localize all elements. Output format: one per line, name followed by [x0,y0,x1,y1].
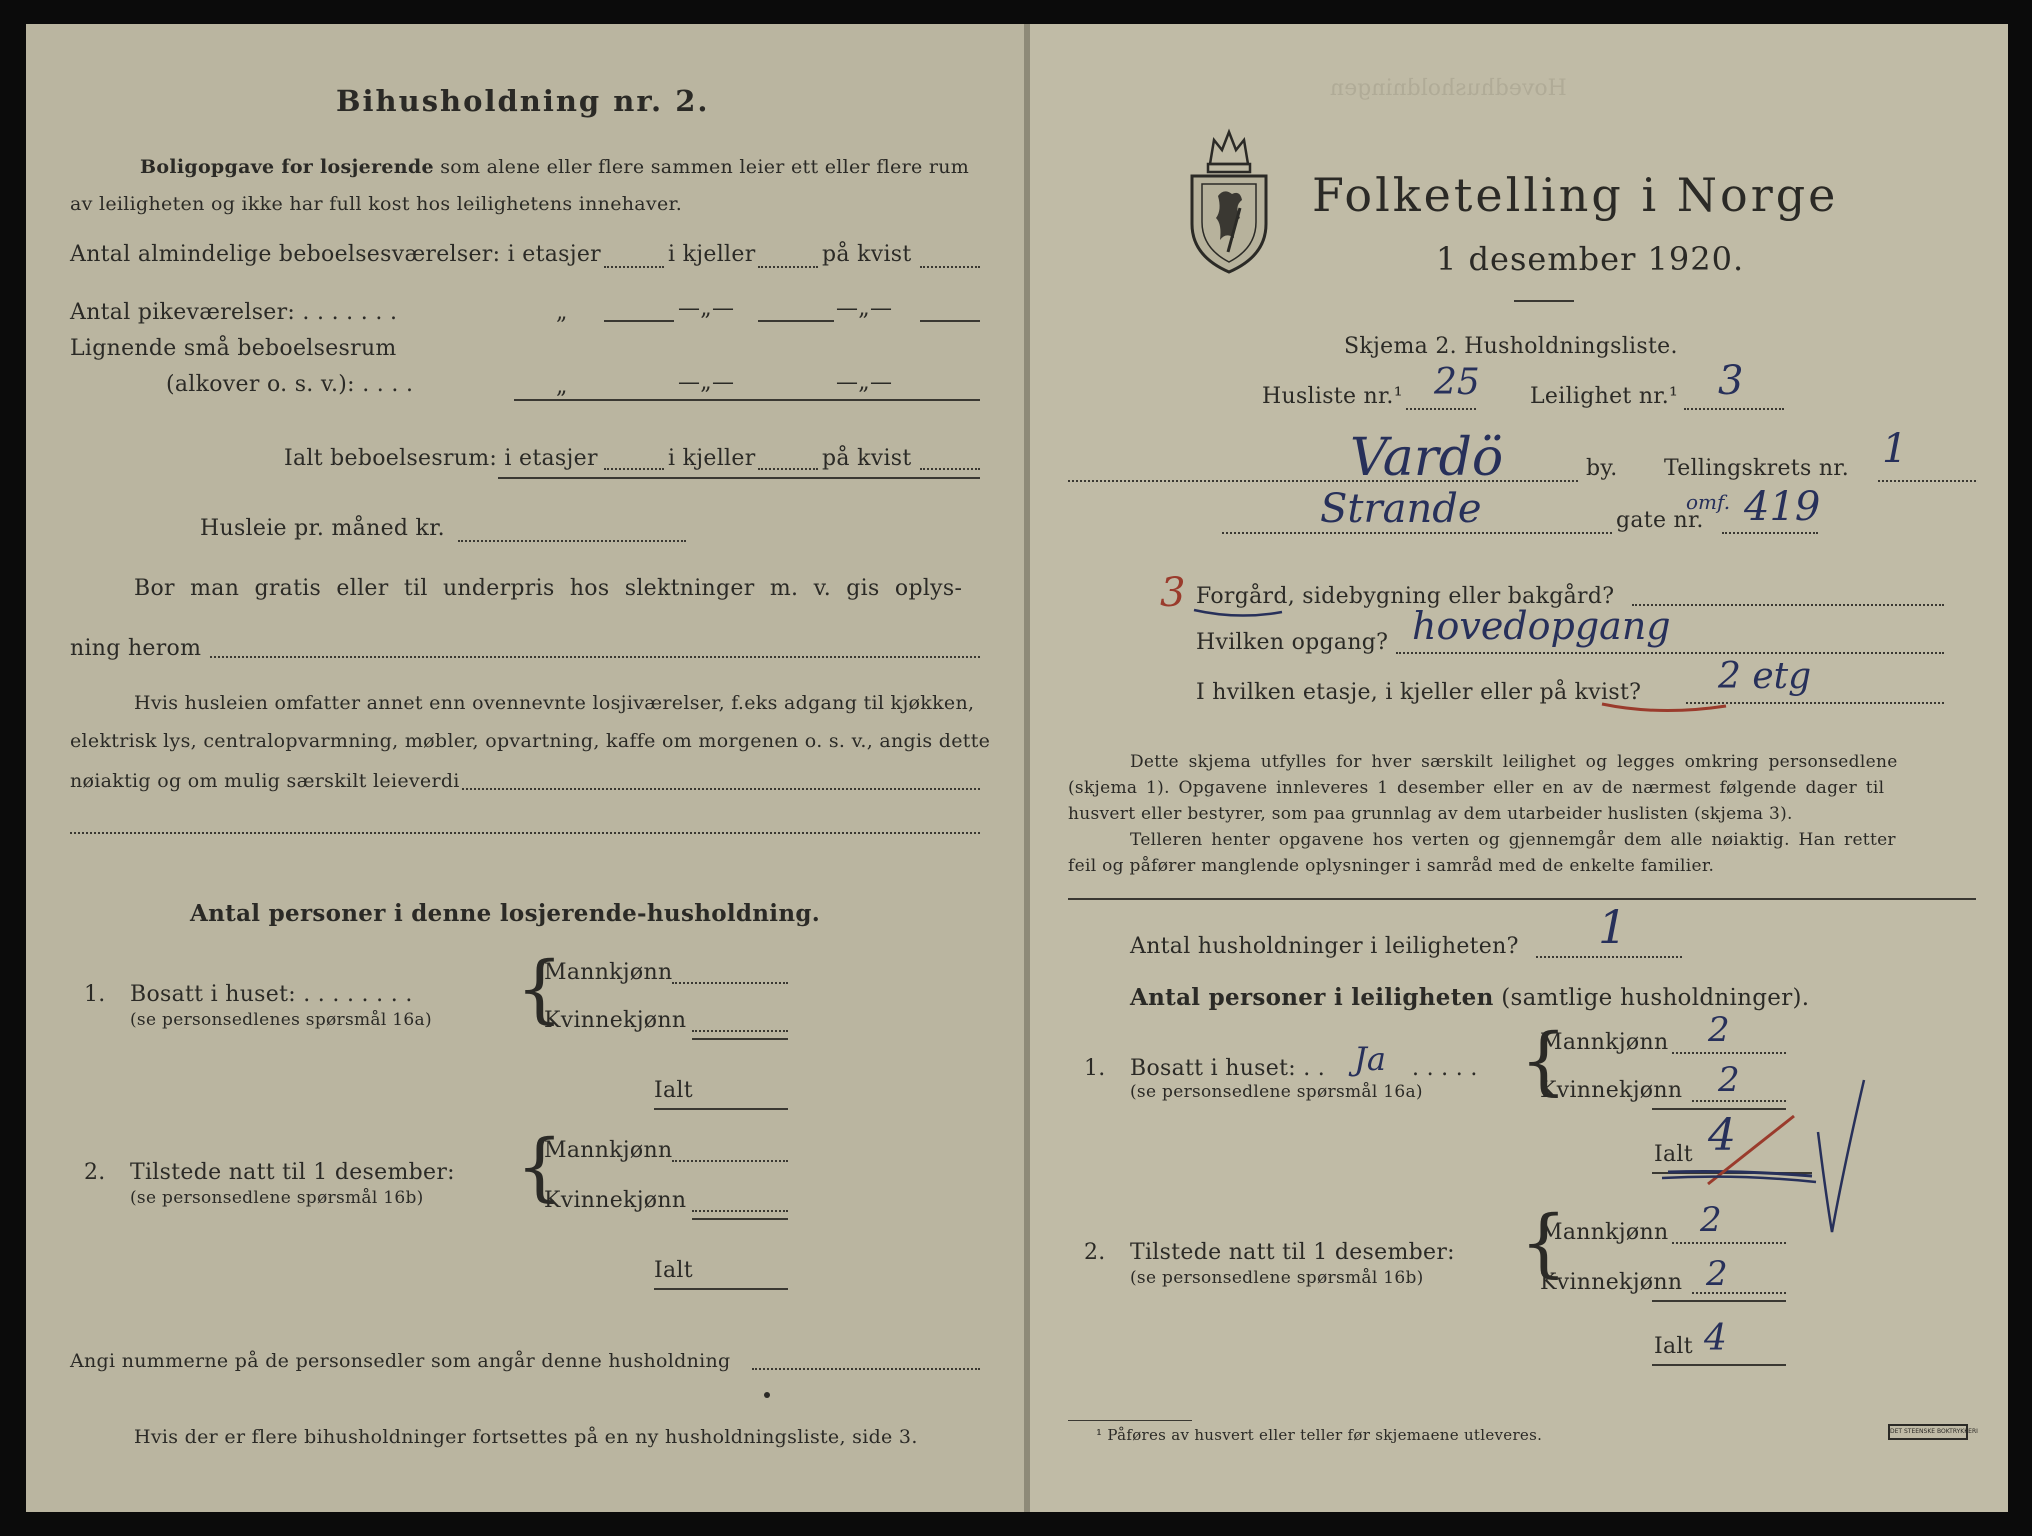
right-b1-kvinne-label: Kvinnekjønn [1540,1078,1683,1103]
pike-label: Antal pikeværelser: . . . . . . . [70,300,398,325]
intro-rest: som alene eller flere sammen leier ett eller flere rum [440,156,970,178]
rooms-kvist-field[interactable] [920,266,980,268]
left-b1-ialt-field[interactable] [654,1108,788,1110]
ialt-kjeller-label: i kjeller [668,446,756,471]
forgard-underline-mark [1192,606,1284,620]
opgang-label: Hvilken opgang? [1196,630,1389,655]
census-date: 1 desember 1920. [1436,240,1745,278]
rent-field[interactable] [458,540,686,542]
households-label: Antal husholdninger i leiligheten? [1130,934,1519,959]
etasje-value: 2 etg [1718,656,1812,697]
kvist-underline-mark [1600,700,1730,716]
footnote-rule [1068,1420,1192,1421]
right-b2-mann-label: Mannkjønn [1540,1220,1669,1245]
check-mark [1812,1076,1872,1236]
pike-line-3 [920,320,980,322]
small-rooms-2: (alkover o. s. v.): . . . . [166,372,414,397]
left-brace-1: { [516,946,564,1032]
right-b2-ialt-value: 4 [1704,1318,1727,1359]
left-b1-ialt-label: Ialt [654,1078,693,1103]
left-b2-kvinne-field[interactable] [692,1210,788,1212]
rent-label: Husleie pr. måned kr. [200,516,445,541]
incl-field[interactable] [462,788,980,790]
instr-rule [1068,898,1976,900]
gate-field[interactable] [1722,532,1818,534]
bleed-through-text: Hovedhusholdningen [1330,76,1567,101]
incl-line3: nøiaktig og om mulig særskilt leieverdi [70,770,460,792]
left-item1-label: Bosatt i huset: . . . . . . . . [130,982,413,1007]
intro-line2: av leiligheten og ikke har full kost hos leilighetens innehaver. [70,193,683,215]
right-b2-kvinne-value: 2 [1706,1254,1728,1294]
gratis-field[interactable] [210,656,980,658]
left-b1-kvinne-field[interactable] [692,1030,788,1032]
rooms-etasjer-field[interactable] [604,266,664,268]
gate-prefix: omf. [1686,490,1731,514]
krets-label: Tellingskrets nr. [1664,456,1849,481]
right-b2-ialt-label: Ialt [1654,1334,1693,1359]
left-b1-mann-field[interactable] [672,982,788,984]
gate-value: 419 [1744,484,1821,530]
leilighet-field[interactable] [1684,408,1784,410]
instr-2: (skjema 1). Opgavene innleveres 1 desember eller en av de nærmest følgende dager til [1068,778,1885,798]
rooms-kjeller-label: i kjeller [668,242,756,267]
opgang-value: hovedopgang [1412,604,1671,648]
husliste-label: Husliste nr.¹ [1262,384,1403,409]
angi-label: Angi nummerne på de personsedler som angår denne husholdning [70,1350,731,1372]
ialt-underline [498,477,980,479]
left-b2-kvinne-label: Kvinnekjønn [544,1188,687,1213]
angi-field[interactable] [752,1368,980,1370]
small-dash-2: —„— [836,370,893,395]
ialt-rooms-label: Ialt beboelsesrum: i etasjer [284,446,598,471]
small-rooms-underline [514,399,980,401]
husliste-field[interactable] [1406,408,1476,410]
ialt-kjeller-field[interactable] [758,468,818,470]
husliste-value: 25 [1434,362,1480,403]
right-item1-label: Bosatt i huset: . . [1130,1056,1326,1081]
right-b1-mann-field[interactable] [1672,1052,1786,1054]
page-fold [1024,24,1030,1512]
leilighet-value: 3 [1718,358,1744,404]
city-value: Vardö [1350,428,1504,488]
right-b1-mann-value: 2 [1708,1010,1730,1050]
left-footer: Hvis der er flere bihusholdninger fortsettes på en ny husholdningsliste, side 3. [134,1426,918,1448]
right-item2-label: Tilstede natt til 1 desember: [1130,1240,1455,1265]
left-item1-sub: (se personsedlenes spørsmål 16a) [130,1010,432,1030]
ialt-correction-marks [1660,1112,1820,1188]
left-b1-sum-line [692,1038,788,1040]
pike-dash-1: —„— [678,296,735,321]
pike-line-2 [758,320,834,322]
gratis-line2: ning herom [70,636,202,661]
incl-line1: Hvis husleien omfatter annet enn ovennevnte losjiværelser, f.eks adgang til kjøkken, [134,692,975,714]
left-b2-sum-line [692,1218,788,1220]
incl-field-2[interactable] [70,832,980,834]
incl-line2: elektrisk lys, centralopvarmning, møbler, opvartning, kaffe om morgenen o. s. v., angis dette [70,730,991,752]
small-ditto: „ [556,374,568,399]
left-b2-ialt-label: Ialt [654,1258,693,1283]
forgard-label: Forgård, sidebygning eller bakgård? [1196,584,1615,609]
left-b1-mann-label: Mannkjønn [544,960,673,985]
right-b2-mann-field[interactable] [1672,1242,1786,1244]
right-b1-ialt-value: 4 [1708,1110,1736,1161]
pike-ditto: „ [556,300,568,325]
right-b2-mann-value: 2 [1700,1200,1722,1240]
households-value: 1 [1598,900,1628,954]
instr-3: husvert eller bestyrer, som paa grunnlag av dem utarbeider huslisten (skjema 3). [1068,804,1793,824]
right-item2-num: 2. [1084,1240,1106,1265]
small-dash-1: —„— [678,370,735,395]
street-value: Strande [1320,486,1482,532]
left-persons-heading: Antal personer i denne losjerende-husholdning. [190,900,821,927]
ialt-kvist-field[interactable] [920,468,980,470]
title-rule [1514,300,1574,302]
opgang-field[interactable] [1396,652,1944,654]
right-title: Folketelling i Norge [1312,168,1839,222]
left-item2-label: Tilstede natt til 1 desember: [130,1160,455,1185]
intro-bold: Boligopgave for losjerende [140,156,434,178]
left-item2-sub: (se personsedlene spørsmål 16b) [130,1188,424,1208]
left-b2-mann-field[interactable] [672,1160,788,1162]
coat-of-arms-icon [1188,126,1270,274]
instr-4: Telleren henter opgavene hos verten og gjennemgår dem alle nøiaktig. Han retter [1130,830,1896,850]
skjema-label: Skjema 2. Husholdningsliste. [1344,334,1678,359]
households-field[interactable] [1536,956,1682,958]
right-item1-dots: . . . . . [1412,1056,1478,1081]
krets-field[interactable] [1878,480,1976,482]
right-b1-mann-label: Mannkjønn [1540,1030,1669,1055]
pike-line-1 [604,320,674,322]
left-item2-num: 2. [84,1160,106,1185]
instr-1: Dette skjema utfylles for hver særskilt leilighet og legges omkring personsedlene [1130,752,1898,772]
right-brace-2: { [1520,1200,1568,1286]
right-item2-sub: (se personsedlene spørsmål 16b) [1130,1268,1424,1288]
right-item1-num: 1. [1084,1056,1106,1081]
krets-value: 1 [1882,426,1908,472]
right-persons-heading-rest: (samtlige husholdninger). [1501,985,1810,1011]
ialt-etasjer-field[interactable] [604,468,664,470]
rooms-kvist-label: på kvist [822,242,912,267]
right-item1-sub: (se personsedlene spørsmål 16a) [1130,1082,1423,1102]
right-persons-heading: Antal personer i leiligheten [1130,984,1494,1011]
small-rooms-1: Lignende små beboelsesrum [70,336,397,361]
forgard-field[interactable] [1632,604,1944,606]
left-title: Bihusholdning nr. 2. [336,84,710,118]
printer-stamp: DET STEENSKE BOKTRYKKERI [1888,1424,1968,1440]
right-b2-ialt-field[interactable] [1652,1364,1786,1366]
left-item1-num: 1. [84,982,106,1007]
right-b1-ialt-label: Ialt [1654,1142,1693,1167]
left-b1-kvinne-label: Kvinnekjønn [544,1008,687,1033]
ink-dot [764,1392,770,1398]
gate-label: gate nr. [1616,508,1704,533]
leilighet-label: Leilighet nr.¹ [1530,384,1679,409]
footnote: ¹ Påføres av husvert eller teller før skjemaene utleveres. [1096,1426,1543,1444]
etasje-label: I hvilken etasje, i kjeller eller på kvist? [1196,680,1642,705]
right-b1-kvinne-field[interactable] [1692,1100,1786,1102]
right-b2-sum-line [1652,1300,1786,1302]
by-label: by. [1586,456,1618,481]
forgard-mark: 3 [1160,570,1186,616]
right-item1-ja: Ja [1354,1040,1386,1078]
ialt-kvist-label: på kvist [822,446,912,471]
street-field[interactable] [1222,532,1612,534]
left-brace-2: { [516,1124,564,1210]
left-b2-ialt-field[interactable] [654,1288,788,1290]
rooms-label: Antal almindelige beboelsesværelser: i etasjer [70,242,601,267]
right-b1-kvinne-value: 2 [1718,1060,1740,1100]
right-brace-1: { [1520,1018,1568,1104]
instr-5: feil og påfører manglende oplysninger i samråd med de enkelte familier. [1068,856,1715,876]
right-b2-kvinne-label: Kvinnekjønn [1540,1270,1683,1295]
rooms-kjeller-field[interactable] [758,266,818,268]
gratis-line1: Bor man gratis eller til underpris hos slektninger m. v. gis oplys- [134,576,963,601]
left-b2-mann-label: Mannkjønn [544,1138,673,1163]
pike-dash-2: —„— [836,296,893,321]
